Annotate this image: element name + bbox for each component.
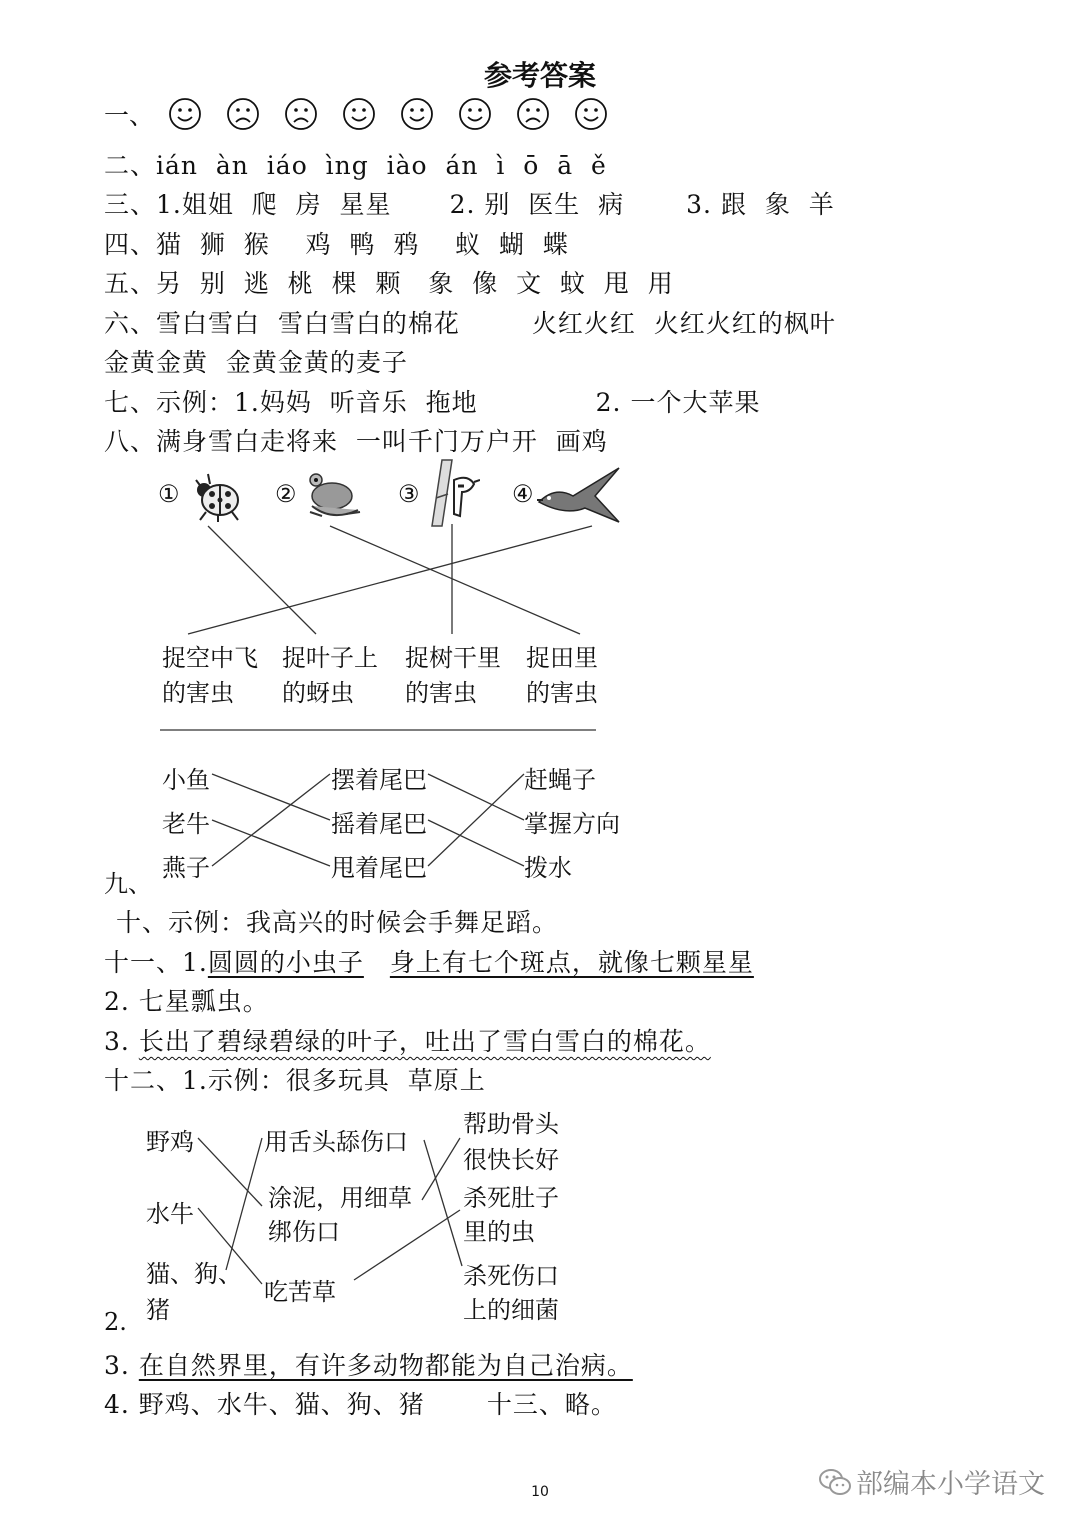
q8-link-4 xyxy=(188,526,592,634)
q12-col1-1: 野鸡 xyxy=(146,1128,194,1156)
q12-col3-5: 杀死伤口 xyxy=(463,1262,559,1290)
q12-col3-1: 帮助骨头 xyxy=(463,1110,559,1138)
q12-col3-2: 很快长好 xyxy=(463,1146,559,1174)
q6-part-b: 火红火红 火红火红的枫叶 xyxy=(531,309,836,338)
q8-link-2 xyxy=(330,526,580,634)
q11-line3 xyxy=(104,1022,711,1058)
q12-col1-3: 猫、狗、 xyxy=(146,1260,242,1288)
q12-col1-2: 水牛 xyxy=(146,1200,194,1228)
q8-option-3-l1: 捉树干里 xyxy=(405,644,501,672)
q11-line2: 2. 七星瓢虫。 xyxy=(104,987,269,1016)
q9-col1-1: 小鱼 xyxy=(162,766,210,794)
q8-option-4-l2: 的害虫 xyxy=(526,679,598,707)
q11-answer-1: 圆圆的小虫子 xyxy=(207,948,364,977)
q12-line4 xyxy=(104,1385,617,1421)
q12-link-5 xyxy=(422,1138,460,1200)
q12-p3-answer: 在自然界里，有许多动物都能为自己治病。 xyxy=(138,1351,633,1380)
mark-2: ② xyxy=(275,480,297,508)
q6-line2: 金黄金黄 金黄金黄的麦子 xyxy=(104,348,408,377)
q9-col3-2: 掌握方向 xyxy=(524,810,620,838)
q12-link-6 xyxy=(354,1210,460,1280)
q8-option-2-l2: 的蚜虫 xyxy=(282,679,354,707)
q9-col3-3: 拨水 xyxy=(524,854,572,882)
q11-p3-number: 3. xyxy=(104,1027,139,1056)
q9-col2-2: 摇着尾巴 xyxy=(331,810,427,838)
q11-label: 十一、1. xyxy=(104,948,208,977)
mark-1: ① xyxy=(158,480,180,508)
q9-link-4 xyxy=(428,774,524,820)
q12-col3-4: 里的虫 xyxy=(463,1218,535,1246)
q12-col2-2: 涂泥，用细草 xyxy=(268,1184,412,1212)
q9-col2-3: 甩着尾巴 xyxy=(331,854,427,882)
watermark xyxy=(818,1462,1045,1501)
q12-p4: 4. 野鸡、水牛、猫、狗、猪 xyxy=(104,1390,425,1419)
q5-line: 五、另 别 逃 桃 棵 颗 象 像 文 蚊 甩 用 xyxy=(104,269,674,298)
q9-link-6 xyxy=(428,774,524,866)
q12-p2-label: 2. xyxy=(104,1308,127,1336)
q9-link-2 xyxy=(212,820,330,866)
q8-option-2-l1: 捉叶子上 xyxy=(282,644,378,672)
mark-4: ④ xyxy=(512,480,534,508)
q8-link-1 xyxy=(208,526,316,634)
q12-col2-3: 绑伤口 xyxy=(268,1218,340,1246)
q11-answer-2: 身上有七个斑点，就像七颗星星 xyxy=(389,948,754,977)
mark-3: ③ xyxy=(398,480,420,508)
q11-line1 xyxy=(104,943,754,979)
q9-col2-1: 摆着尾巴 xyxy=(331,766,427,794)
q7-part-b: 2. 一个大苹果 xyxy=(595,388,761,417)
q12-col1-4: 猪 xyxy=(146,1296,170,1324)
page-number: 10 xyxy=(531,1484,549,1500)
q8-option-1-l2: 的害虫 xyxy=(162,679,234,707)
q12-line3 xyxy=(104,1346,633,1382)
watermark-text: 部编本小学语文 xyxy=(856,1469,1045,1500)
q8-line: 八、满身雪白走将来 一叫千门万户开 画鸡 xyxy=(104,427,608,456)
q3-part1: 1.姐姐 爬 房 星星 xyxy=(156,190,392,219)
q12-col3-3: 杀死肚子 xyxy=(463,1184,559,1212)
q12-col3-6: 上的细菌 xyxy=(463,1296,559,1324)
q3-part2: 2. 别 医生 病 xyxy=(449,190,625,219)
q12-line1: 十二、1.示例：很多玩具 草原上 xyxy=(104,1066,486,1095)
q3-part3: 3. 跟 象 羊 xyxy=(686,190,835,219)
q11-p3-answer: 长出了碧绿碧绿的叶子，吐出了雪白雪白的棉花。 xyxy=(138,1027,711,1056)
q8-option-3-l2: 的害虫 xyxy=(405,679,477,707)
q4-line: 四、猫 狮 猴 鸡 鸭 鸦 蚁 蝴 蝶 xyxy=(104,230,569,259)
q8-option-1-l1: 捉空中飞 xyxy=(162,644,258,672)
q2-line: 二、ián àn iáo ìng iào án ì ō ā ě xyxy=(104,151,607,180)
q12-p3-number: 3. xyxy=(104,1351,139,1380)
q13-line: 十三、略。 xyxy=(486,1390,617,1419)
q3-label: 三、 xyxy=(104,190,157,219)
q6-part-a: 六、雪白雪白 雪白雪白的棉花 xyxy=(104,309,460,338)
q9-col1-2: 老牛 xyxy=(162,810,210,838)
q12-link-3 xyxy=(226,1138,262,1270)
q9-col1-3: 燕子 xyxy=(162,854,210,882)
q9-link-5 xyxy=(428,820,524,866)
page-title: 参考答案 xyxy=(483,59,596,92)
wechat-icon xyxy=(818,1467,852,1497)
q9-col3-1: 赶蝇子 xyxy=(524,766,596,794)
q9-link-3 xyxy=(212,774,330,866)
q9-label: 九、 xyxy=(104,870,152,898)
q10-line: 十、示例：我高兴的时候会手舞足蹈。 xyxy=(116,908,559,937)
q8-option-4-l1: 捉田里 xyxy=(526,644,598,672)
q12-col2-1: 用舌头舔伤口 xyxy=(264,1128,408,1156)
q1-label: 一、 xyxy=(104,101,155,130)
q9-link-1 xyxy=(212,774,330,820)
q7-part-a: 七、示例：1.妈妈 听音乐 拖地 xyxy=(104,388,478,417)
q12-link-4 xyxy=(424,1140,462,1266)
q12-col2-4: 吃苦草 xyxy=(264,1278,336,1306)
